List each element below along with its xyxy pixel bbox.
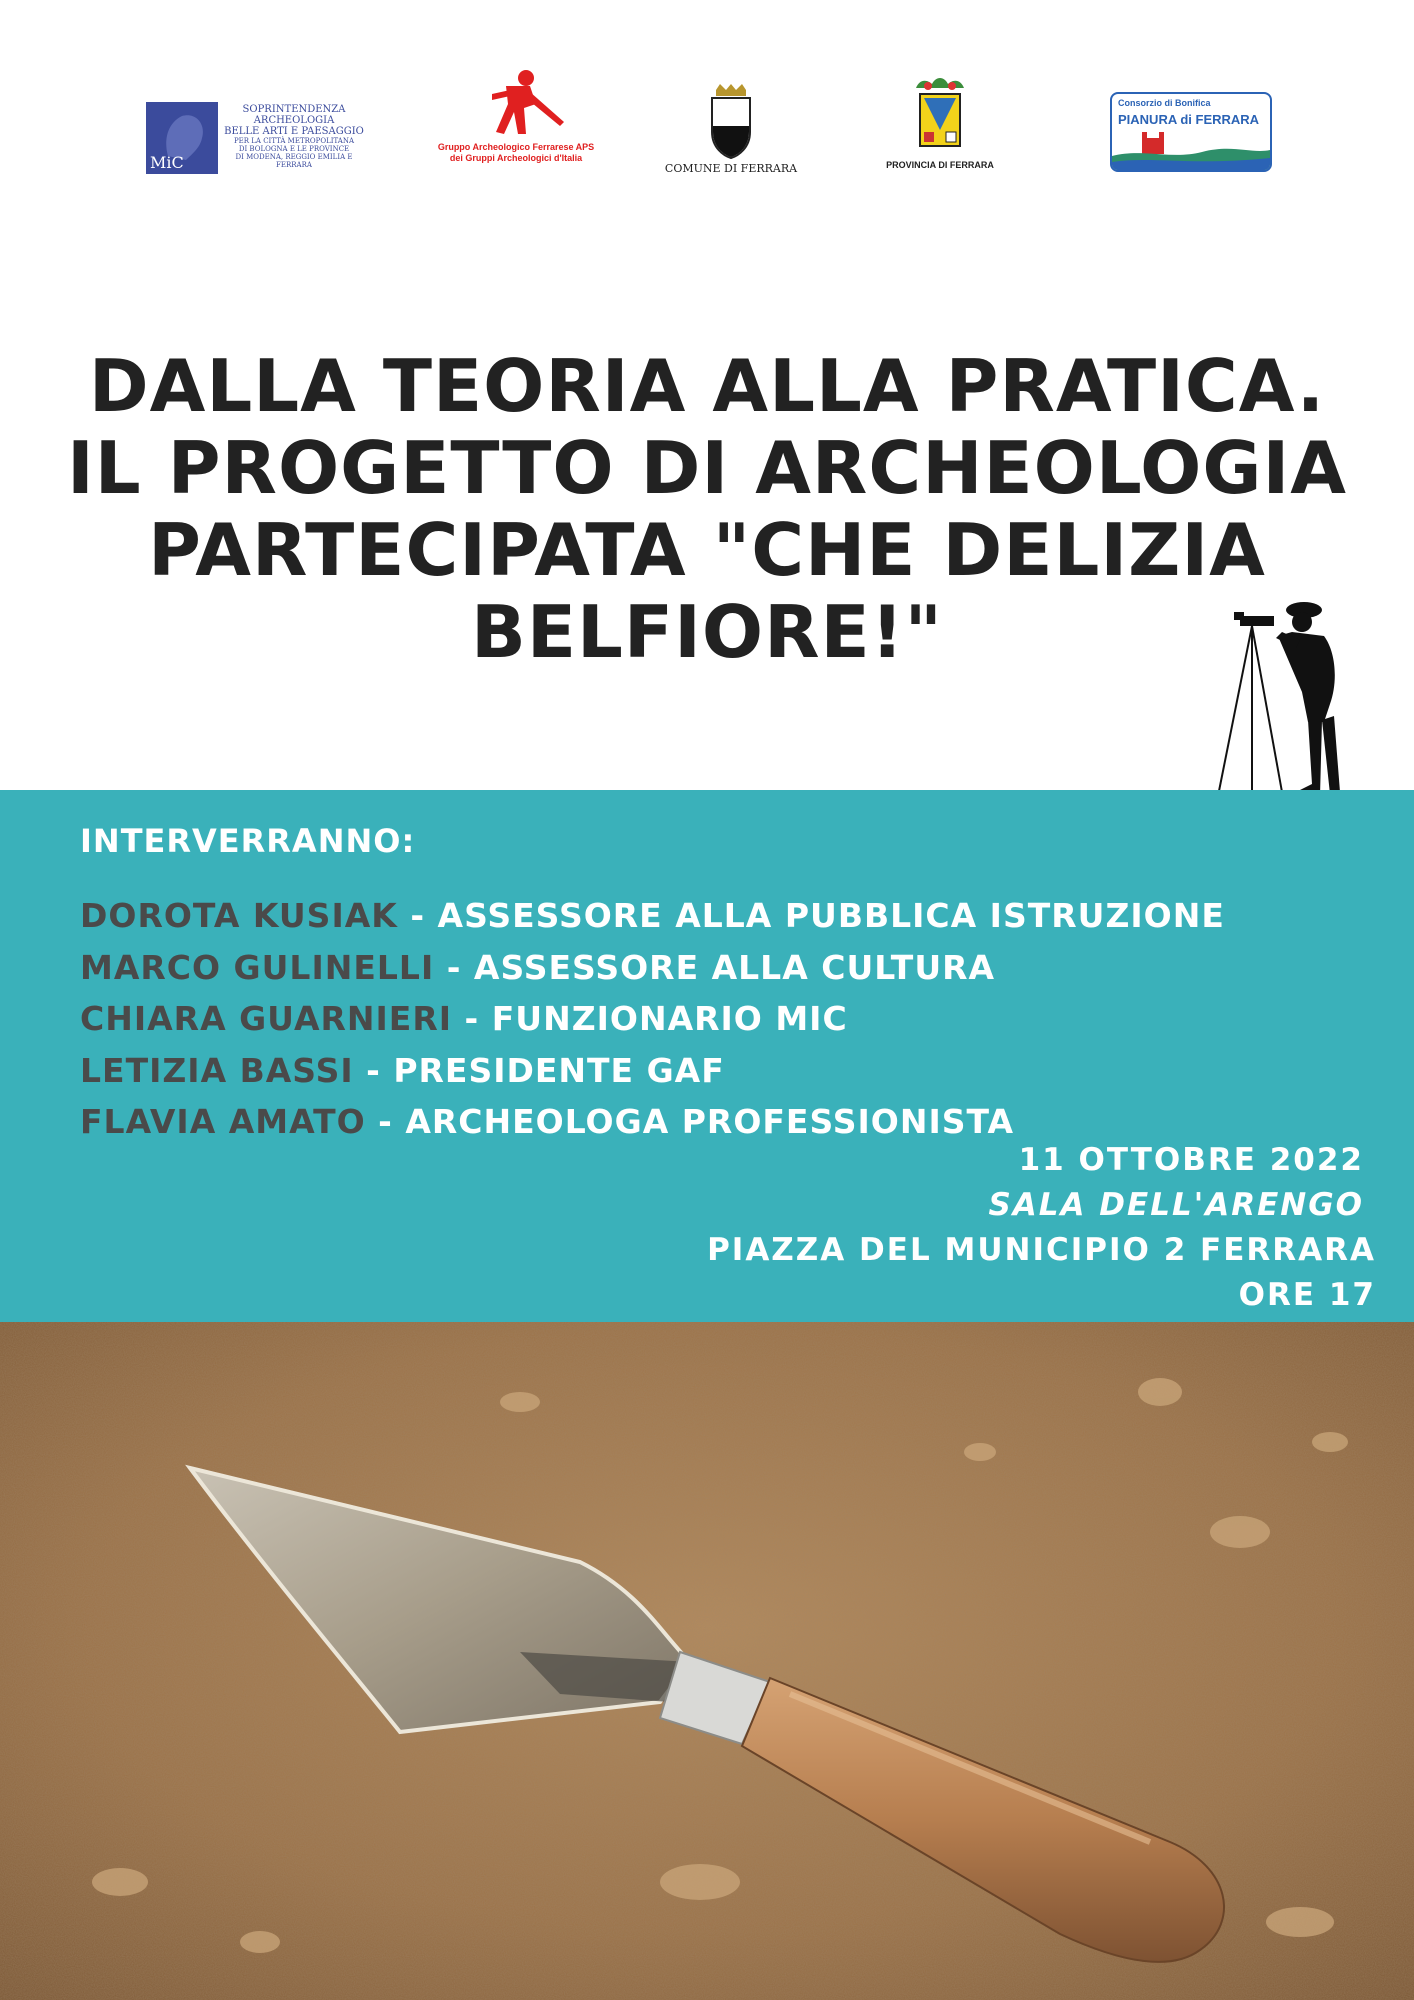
speaker-name: CHIARA GUARNIERI	[80, 999, 453, 1038]
mic-line2: ARCHEOLOGIA	[253, 115, 335, 126]
mic-line5: DI BOLOGNA E LE PROVINCE	[238, 145, 350, 153]
mic-line1: SOPRINTENDENZA	[242, 104, 346, 115]
mic-logo	[146, 102, 366, 174]
speakers-band	[0, 790, 1414, 1322]
gaf-line2: dei Gruppi Archeologici d'Italia	[449, 153, 583, 163]
speaker-item	[80, 890, 1225, 942]
speaker-item	[80, 1045, 1225, 1097]
mic-badge-text: MiC	[150, 153, 184, 172]
speaker-separator: -	[397, 896, 438, 935]
mic-line6: DI MODENA, REGGIO EMILIA E FERRARA	[235, 153, 353, 169]
event-date: 11 OTTOBRE 2022	[1018, 1142, 1364, 1178]
speaker-role: PRESIDENTE GAF	[393, 1050, 725, 1090]
speaker-role: ARCHEOLOGA PROFESSIONISTA	[405, 1102, 1014, 1141]
speaker-name: MARCO GULINELLI	[80, 947, 435, 987]
mic-caption	[224, 104, 364, 169]
comune-logo	[656, 84, 806, 176]
speaker-role: FUNZIONARIO MIC	[491, 999, 848, 1038]
gaf-caption	[426, 142, 606, 164]
event-venue: SALA DELL'ARENGO	[988, 1187, 1364, 1223]
gaf-line1: Gruppo Archeologico Ferrarese APS	[437, 142, 595, 152]
speaker-name: FLAVIA AMATO	[80, 1102, 366, 1141]
speaker-separator: -	[434, 947, 474, 987]
ferrara-shield-icon	[656, 84, 806, 160]
mic-badge	[146, 102, 218, 174]
provincia-shield-icon	[870, 74, 1010, 160]
speakers-heading: INTERVERRANNO:	[80, 822, 416, 860]
speakers-list	[80, 890, 1225, 1148]
gaf-logo	[426, 64, 606, 174]
event-details	[707, 1138, 1376, 1318]
bonifica-landscape-icon	[1112, 130, 1270, 170]
logos-row	[0, 60, 1414, 200]
speaker-separator: -	[353, 1050, 394, 1090]
mic-line3: BELLE ARTI E PAESAGGIO	[224, 126, 364, 137]
event-title: DALLA TEORIA ALLA PRATICA. IL PROGETTO DI ARCHEOLOGIA PARTECIPATA "CHE DELIZIA BELFIORE!"	[67, 344, 1347, 674]
comune-caption: COMUNE DI FERRARA	[664, 162, 798, 175]
event-address: PIAZZA DEL MUNICIPIO 2 FERRARA	[707, 1232, 1376, 1268]
speaker-separator: -	[365, 1102, 406, 1141]
trowel-photo	[0, 1322, 1414, 2000]
surveyor-silhouette-icon	[1212, 592, 1362, 804]
bonifica-line2: PIANURA di FERRARA	[1118, 112, 1260, 127]
mic-line4: PER LA CITTÀ METROPOLITANA	[233, 137, 355, 145]
speaker-item	[80, 942, 1225, 994]
speaker-role: ASSESSORE ALLA PUBBLICA ISTRUZIONE	[437, 896, 1225, 935]
speaker-name: DOROTA KUSIAK	[80, 896, 398, 935]
archaeologist-figure-icon	[426, 64, 606, 140]
speaker-item	[80, 993, 1225, 1045]
bonifica-logo	[1110, 92, 1272, 172]
speaker-separator: -	[452, 999, 492, 1038]
speaker-role: ASSESSORE ALLA CULTURA	[473, 947, 996, 987]
bonifica-line1: Consorzio di Bonifica	[1118, 98, 1211, 108]
provincia-logo	[870, 74, 1010, 174]
provincia-caption: PROVINCIA DI FERRARA	[886, 160, 994, 170]
event-time: ORE 17	[1238, 1277, 1376, 1313]
speaker-name: LETIZIA BASSI	[80, 1050, 354, 1090]
